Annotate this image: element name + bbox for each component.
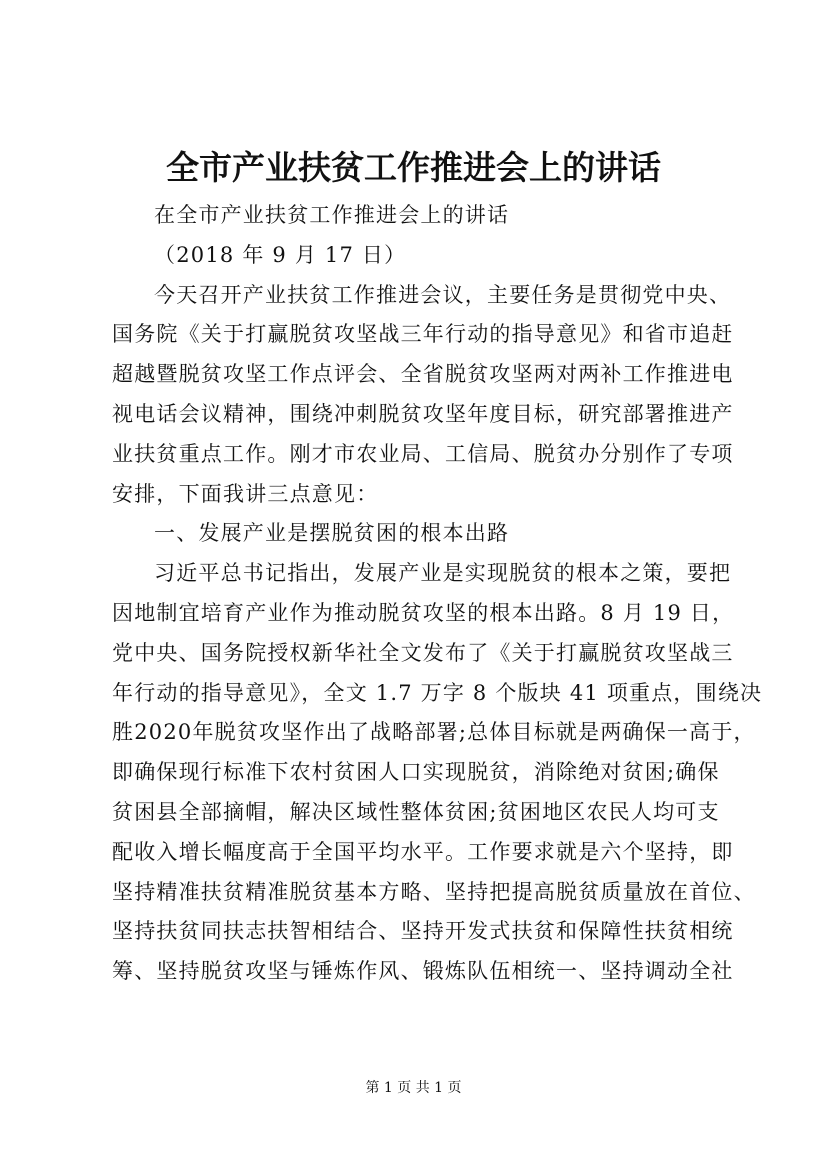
text-line: 坚持扶贫同扶志扶智相结合、坚持开发式扶贫和保障性扶贫相统: [112, 919, 734, 944]
text-line: 因地制宜培育产业作为推动脱贫攻坚的根本出路。8 月 19 日，: [112, 600, 735, 625]
document-title: 全市产业扶贫工作推进会上的讲话: [166, 148, 661, 187]
text-line: 即确保现行标准下农村贫困人口实现脱贫，消除绝对贫困;确保: [112, 760, 720, 785]
text-line: 国务院《关于打赢脱贫攻坚战三年行动的指导意见》和省市追赶: [112, 322, 734, 347]
text-line: 今天召开产业扶贫工作推进会议，主要任务是贯彻党中央、: [154, 282, 732, 307]
text-line: （2018 年 9 月 17 日）: [154, 242, 407, 267]
text-line: 年行动的指导意见》，全文 1.7 万字 8 个版块 41 项重点，围绕决: [112, 680, 763, 705]
section-heading: 一、发展产业是摆脱贫困的根本出路: [154, 521, 510, 546]
text-line: 配收入增长幅度高于全国平均水平。工作要求就是六个坚持，即: [112, 839, 734, 864]
text-line: 党中央、国务院授权新华社全文发布了《关于打赢脱贫攻坚战三: [112, 640, 734, 665]
text-line: 安排，下面我讲三点意见：: [112, 481, 379, 506]
text-line: 胜2020年脱贫攻坚作出了战略部署;总体目标就是两确保一高于，: [112, 720, 756, 745]
text-line: 坚持精准扶贫精准脱贫基本方略、坚持把提高脱贫质量放在首位、: [112, 879, 756, 904]
text-line: 筹、坚持脱贫攻坚与锤炼作风、锻炼队伍相统一、坚持调动全社: [112, 959, 734, 984]
text-line: 贫困县全部摘帽，解决区域性整体贫困;贫困地区农民人均可支: [112, 799, 720, 824]
text-line: 在全市产业扶贫工作推进会上的讲话: [154, 203, 510, 227]
text-line: 业扶贫重点工作。刚才市农业局、工信局、脱贫办分别作了专项: [112, 441, 734, 466]
text-line: 习近平总书记指出，发展产业是实现脱贫的根本之策，要把: [154, 561, 732, 586]
text-line: 视电话会议精神，围绕冲刺脱贫攻坚年度目标，研究部署推进产: [112, 401, 734, 426]
document-body: [112, 196, 763, 992]
text-line: 超越暨脱贫攻坚工作点评会、全省脱贫攻坚两对两补工作推进电: [112, 362, 734, 387]
page-number-footer: 第 1 页 共 1 页: [365, 1080, 462, 1096]
